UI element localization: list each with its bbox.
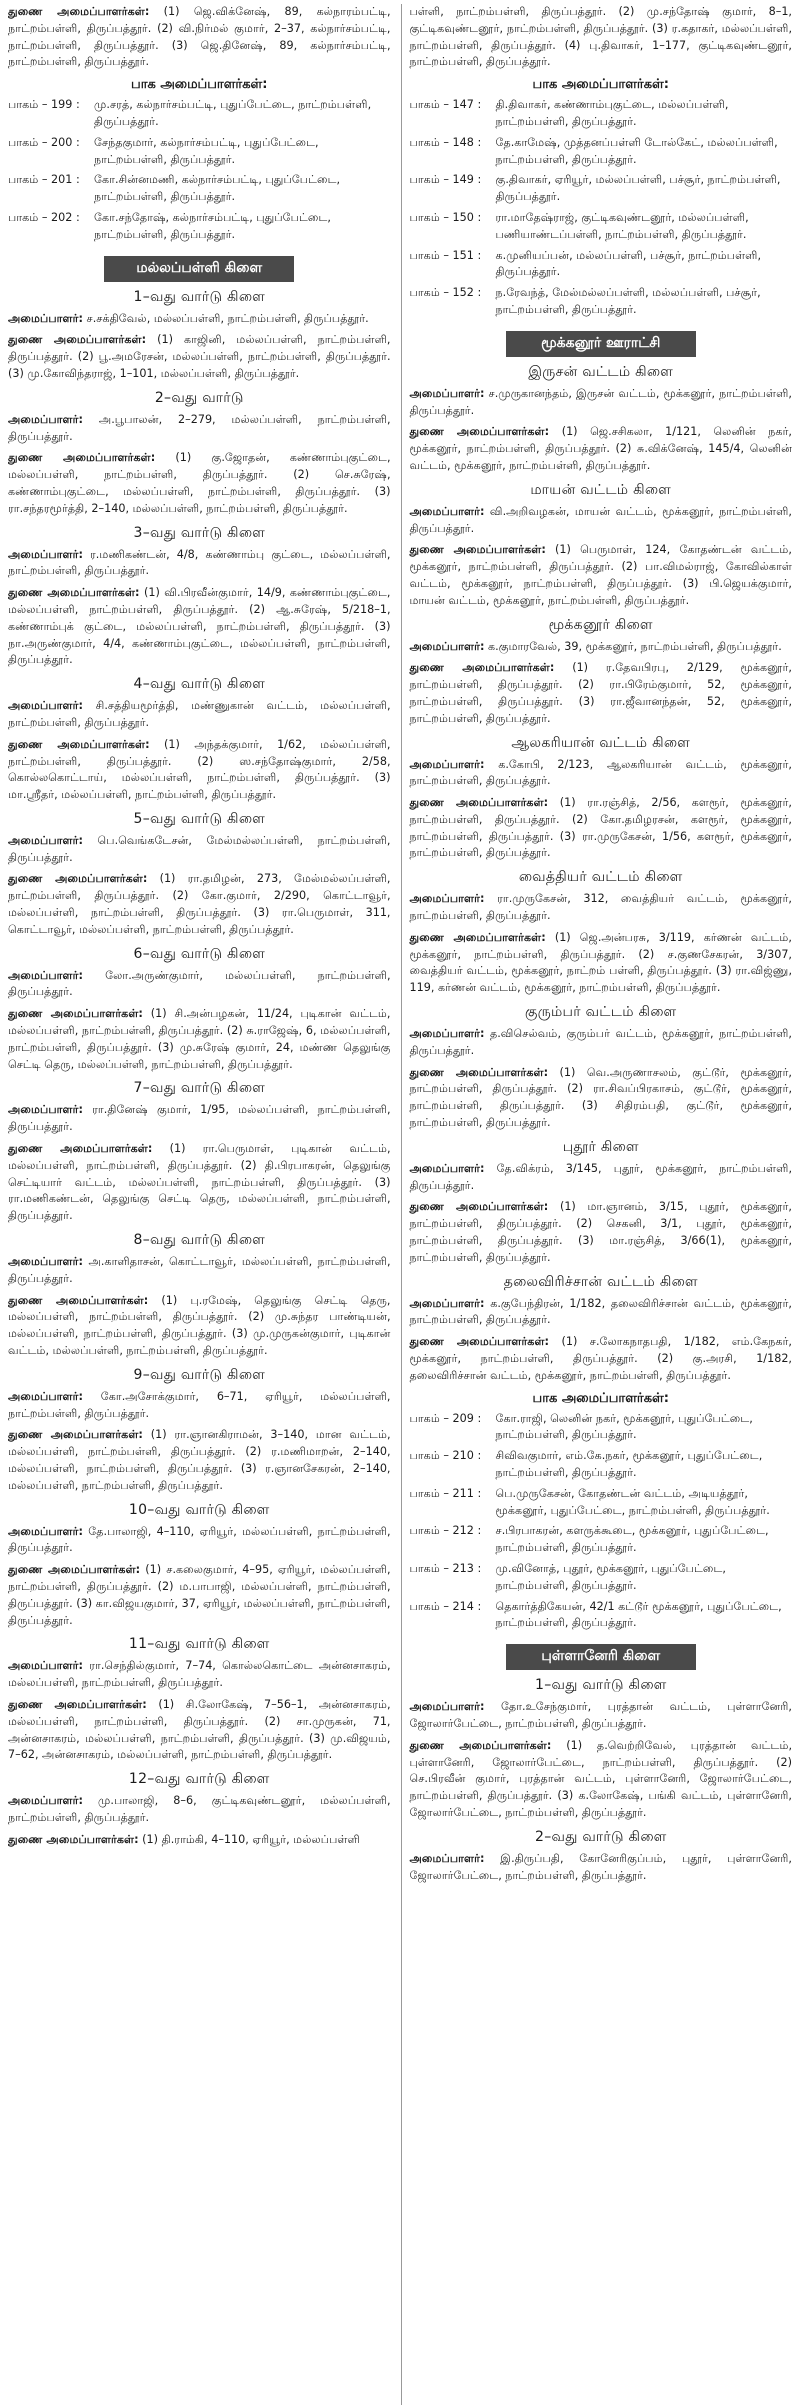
ward-title: 7–வது வார்டு கிளை [133,1080,266,1097]
deputy-text: (1) சி.லோகேஷ், 7–56–1, அன்னசாகரம், மல்லப்பள்ளி, நாட்றம்பள்ளி, திருப்பத்தூர். (2) சா.முருகன், 71, அன்னசாகரம், மல்லப்பள்ளி, நாட்றம்பள்ளி, திருப்பத்தூர். (3) மு.விஜயம், 7–62, அன்னசாகரம், மல்லப்பள்ளி, நாட்றம்பள்ளி, திருப்பத்தூர். [8,1697,391,1762]
organizer-text: ரா.தினேஷ் குமார், 1/95, மல்லப்பள்ளி, நாட்றம்பள்ளி, திருப்பத்தூர். [8,1103,391,1134]
organizer-line [8,1524,391,1558]
deputy-line [8,1697,391,1764]
part-text: தி.திவாகர், கண்ணாம்புகுட்டை, மல்லப்பள்ளி, நாட்றம்பள்ளி, திருப்பத்தூர். [495,98,729,128]
deputy-label: துணை அமைப்பாளர்கள்: [8,1563,141,1577]
deputy-text: (1) ஜெ.அன்பரசு, 3/119, கர்ணன் வட்டம், மூக்கனூர், நாட்றம்பள்ளி, திருப்பத்தூர். (2) ச.குணசேகரன், 3/307, வைத்தியர் வட்டம், மூக்கனூர், நாட்றம் பள்ளி, திருப்பத்தூர். (3) ரா.விஜ்ணு, 119, கர்ணன் வட்டம், மூக்கனூர், நாட்றம்பள்ளி, திருப்பத்தூர். [409,930,792,995]
organizer-text: ச.சக்திவேல், மல்லப்பள்ளி, நாட்றம்பள்ளி, திருப்பத்தூர். [86,311,369,325]
organizer-line [8,968,391,1002]
part-row [410,1486,793,1524]
part-number: பாகம் – 147 : [409,98,482,112]
part-number: பாகம் – 148 : [409,135,482,149]
ward-title: 2–வது வார்டு கிளை [534,1828,667,1845]
part-number: பாகம் – 209 : [409,1411,482,1425]
deputy-label: துணை அமைப்பாளர்கள்: [409,543,546,557]
section-heading-mallappalli: மல்லப்பள்ளி கிளை [104,256,294,282]
branch-title: ஆலகரியான் வட்டம் கிளை [511,734,691,751]
organizer-label: அமைப்பாளர்: [409,1296,485,1310]
deputy-text: (1) ச.லோகநாதபதி, 1/182, எம்.கேநகர், மூக்கனூர், நாட்றம்பள்ளி, திருப்பத்தூர். (2) கு.அரசி, 1/182, தலைவிரிச்சான் வட்டம், மூக்கனூர், நாட்றம்பள்ளி, திருப்பத்தூர். [409,1335,792,1382]
part-number: பாகம் – 213 : [409,1561,482,1575]
ward-title: 9–வது வார்டு கிளை [133,1366,266,1383]
part-text: ந.ரேவந்த், மேல்மல்லப்பள்ளி, மல்லப்பள்ளி, பச்சூர், நாட்றம்பள்ளி, திருப்பத்தூர். [495,286,761,316]
organizer-line [8,833,391,867]
part-number: பாகம் – 151 : [409,248,482,262]
part-text: கு.திவாகர், ஏரியூர், மல்லப்பள்ளி, பச்சூர், நாட்றம்பள்ளி, திருப்பத்தூர். [495,173,781,204]
deputy-line [410,424,793,474]
organizer-label: அமைப்பாளர்: [8,699,83,713]
deputy-text: (1) பு.ரமேஷ், தெலுங்கு செட்டி தெரு, மல்லப்பள்ளி, நாட்றம்பள்ளி, திருப்பத்தூர். (2) மு.சுந்தர பாண்டியன், மல்லப்பள்ளி, நாட்றம்பள்ளி, திருப்பத்தூர். (3) மு.முருகன்குமார், புடிகான் வட்டம், மல்லப்பள்ளி, நாட்றம்பள்ளி, திருப்பத்தூர். [8,1293,391,1358]
part-row [410,97,793,135]
part-row [410,1599,793,1637]
organizer-text: அ.பூபாலன், 2–279, மல்லப்பள்ளி, நாட்றம்பள்ளி, திருப்பத்தூர். [8,412,391,443]
part-number: பாகம் – 149 : [409,173,482,187]
organizer-label: அமைப்பாளர்: [409,639,485,653]
ward-block [410,1677,793,1822]
organizer-text: ரா.செந்தில்குமார், 7–74, கொல்லகொட்டை அன்னசாகரம், மல்லப்பள்ளி, நாட்றம்பள்ளி, திருப்பத்தூர். [8,1659,391,1690]
parts-title: பாக அமைப்பாளர்கள்: [131,77,268,93]
part-text: சிவிவகுமார், எம்.கே.நகர், மூக்கனூர், புதுப்பேட்டை, நாட்றம்பள்ளி, திருப்பத்தூர். [495,1449,763,1479]
organizer-text: ர.மணிகண்டன், 4/8, கண்ணாம்பு குட்டை, மல்லப்பள்ளி, நாட்றம்பள்ளி, திருப்பத்தூர். [8,547,391,578]
deputy-line [8,1141,391,1225]
ward-block [8,1636,391,1764]
deputy-label: துணை அமைப்பாளர்கள்: [8,1142,153,1156]
organizer-label: அமைப்பாளர்: [8,1794,83,1808]
organizer-text: ரா.முருகேசன், 312, வைத்தியர் வட்டம், மூக்கனூர், நாட்றம்பள்ளி, திருப்பத்தூர். [409,892,792,923]
organizer-line [8,311,391,328]
branch-title: புதூர் கிளை [562,1138,639,1155]
deputy-line [8,1562,391,1629]
deputy-label: துணை அமைப்பாளர்கள்: [8,586,140,600]
deputy-label: துணை அமைப்பாளர்கள்: [409,425,550,439]
part-number: பாகம் – 212 : [409,1524,482,1538]
deputy-text: (1) தி.ராம்கி, 4–110, ஏரியூர், மல்லப்பள்ளி [142,1832,360,1846]
organizer-line [410,1026,793,1060]
part-text: கோ.ராஜி, லெனின் நகர், மூக்கனூர், புதுப்பேட்டை, நாட்றம்பள்ளி, திருப்பத்தூர். [495,1411,753,1442]
organizer-line [8,698,391,732]
branch-title: இருசன் வட்டம் கிளை [528,363,674,380]
ward-title: 12–வது வார்டு கிளை [128,1771,270,1788]
deputy-text: (1) ரா.தமிழன், 273, மேல்மல்லப்பள்ளி, நாட்றம்பள்ளி, திருப்பத்தூர். (2) கோ.குமார், 2/290, கொட்டாவூர், மல்லப்பள்ளி, நாட்றம்பள்ளி, திருப்பத்தூர். (3) ரா.பெருமாள், 311, கொட்டாவூர், மல்லப்பள்ளி, நாட்றம்பள்ளி, திருப்பத்தூர். [8,872,391,936]
organizer-label: அமைப்பாளர்: [8,833,83,847]
part-text: சேந்தகுமார், கல்நார்சம்பட்டி, புதுப்பேட்டை, நாட்றம்பள்ளி, திருப்பத்தூர். [94,135,319,166]
part-number: பாகம் – 202 : [8,210,80,224]
part-row [410,1411,793,1449]
deputy-line [410,1738,793,1822]
organizer-label: அமைப்பாளர்: [8,968,83,982]
organizer-text: த.விசெல்வம், குரும்பர் வட்டம், மூக்கனூர், நாட்றம்பள்ளி, திருப்பத்தூர். [409,1027,792,1057]
section-heading-mookkanur: மூக்கனூர் ஊராட்சி [506,331,696,357]
part-row [410,210,793,248]
part-number: பாகம் – 210 : [409,1449,482,1463]
part-number: பாகம் – 150 : [409,210,482,224]
part-row [8,135,391,173]
ward-title: 4–வது வார்டு கிளை [133,676,266,693]
part-number: பாகம் – 214 : [409,1599,482,1613]
deputy-text: (1) ரா.ரஞ்சித், 2/56, களரூர், மூக்கனூர், நாட்றம்பள்ளி, திருப்பத்தூர். (2) கோ.தமிழரசன், களரூர், மூக்கனூர், நாட்றம்பள்ளி, திருப்பத்தூர். (3) ரா.முருகேசன், 1/56, களரூர், மூக்கனூர், நாட்றம்பள்ளி, திருப்பத்தூர். [409,796,792,860]
organizer-text: க.குமாரவேல், 39, மூக்கனூர், நாட்றம்பள்ளி, திருப்பத்தூர். [488,639,782,653]
part-number: பாகம் – 201 : [8,173,80,187]
deputy-label: துணை அமைப்பாளர்கள்: [409,930,546,944]
ward-block [410,1829,793,1885]
ward-block [8,1771,391,1848]
ward-block [8,525,391,670]
part-text: ச.பிரபாகரன், களருக்கூடை, மூக்கனூர், புதுப்பேட்டை, நாட்றம்பள்ளி, திருப்பத்தூர். [495,1524,769,1555]
part-text: தெகார்த்திகேயன், 42/1 கட்டூர் மூக்கனூர், புதுப்பேட்டை, நாட்றம்பள்ளி, திருப்பத்தூர். [495,1599,782,1630]
part-text: பெ.முருகேசன், கோதண்டன் வட்டம், அடியத்தூர், மூக்கனூர், புதுப்பேட்டை, நாட்றம்பள்ளி, திருப்பத்தூர். [495,1486,770,1517]
deputy-line [8,871,391,938]
intro-text: (1) ஜெ.விக்னேஷ், 89, கல்நாரம்பட்டி, நாட்றம்பள்ளி, திருப்பத்தூர். (2) வி.நிர்மல் குமார், 2–37, கல்நார்சம்பட்டி, நாட்றம்பள்ளி, திருப்பத்தூர். (3) ஜெ.தினேஷ், 89, கல்நார்சம்பட்டி, நாட்றம்பள்ளி, திருப்பத்தூர். [8,5,391,69]
part-number: பாகம் – 199 : [8,98,80,112]
deputy-text: (1) வி.பிரவீன்குமார், 14/9, கண்ணாம்புகுட்டை, மல்லப்பள்ளி, நாட்றம்பள்ளி, திருப்பத்தூர். (2) ஆ.சுரேஷ், 5/218–1, கண்ணாம்புக் குட்டை, மல்லப்பள்ளி, நாட்றம்பள்ளி, திருப்பத்தூர். (3) நா.அருண்குமார், 4/4, கண்ணாம்புகுட்டை, மல்லப்பள்ளி, நாட்றம்பள்ளி, திருப்பத்தூர். [8,586,391,667]
branch-block [410,482,793,610]
organizer-line [410,1296,793,1330]
ward-block [8,289,391,383]
part-text: க.முனியப்பன், மல்லப்பள்ளி, பச்சூர், நாட்றம்பள்ளி, திருப்பத்தூர். [495,248,762,279]
intro-label: துணை அமைப்பாளர்கள்: [8,5,150,18]
organizer-text: க.கோபி, 2/123, ஆலகரியான் வட்டம், மூக்கனூர், நாட்றம்பள்ளி, திருப்பத்தூர். [409,757,792,788]
part-row [410,135,793,173]
part-row [410,285,793,323]
deputy-text: (1) அந்தக்குமார், 1/62, மல்லப்பள்ளி, நாட்றம்பள்ளி, திருப்பத்தூர். (2) ஸ.சந்தோஷ்குமார், 2/58, கொல்லகொட்டாய், மல்லப்பள்ளி, நாட்றம்பள்ளி, திருப்பத்தூர். (3) மா.ஸ்ரீதர், மல்லப்பள்ளி, நாட்றம்பள்ளி, திருப்பத்தூர். [8,737,391,802]
branch-title: மூக்கனூர் கிளை [548,616,653,633]
deputy-text: (1) பெருமாள், 124, கோதண்டன் வட்டம், மூக்கனூர், நாட்றம்பள்ளி, திருப்பத்தூர். (2) பா.விமல்ராஜ், கோவில்காள் வட்டம், மூக்கனூர், நாட்றம்பள்ளி, திருப்பத்தூர். (3) பி.ஜெயக்குமார், மாயன் வட்டம், மூக்கனூர், நாட்றம்பள்ளி, திருப்பத்தூர். [409,543,792,607]
organizer-label: அமைப்பாளர்: [8,1103,83,1117]
organizer-text: ச.முருகானந்தம், இருசன் வட்டம், மூக்கனூர், நாட்றம்பள்ளி, திருப்பத்தூர். [409,386,792,417]
organizer-line [8,412,391,446]
part-text: மு.சரத், கல்நார்சம்பட்டி, புதுப்பேட்டை, நாட்றம்பள்ளி, திருப்பத்தூர். [94,98,372,128]
ward-block [8,1367,391,1495]
organizer-line [410,1851,793,1885]
organizer-line [410,891,793,925]
part-row [8,97,391,135]
deputy-text: (1) ர.தேவபிரபு, 2/129, மூக்கனூர், நாட்றம்பள்ளி, திருப்பத்தூர். (2) ரா.பிரேம்குமார், 52, மூக்கனூர், நாட்றம்பள்ளி, திருப்பத்தூர். (3) ரா.ஜீவானந்தன், 52, மூக்கனூர், நாட்றம்பள்ளி, திருப்பத்தூர். [409,661,792,725]
part-row [410,248,793,286]
organizer-text: தே.விக்ரம், 3/145, புதூர், மூக்கனூர், நாட்றம்பள்ளி, திருப்பத்தூர். [409,1161,792,1192]
intro-paragraph [8,4,391,71]
organizer-line [410,504,793,538]
ward-title: 1–வது வார்டு கிளை [534,1677,667,1694]
branch-block [410,1274,793,1385]
deputy-label: துணை அமைப்பாளர்கள்: [409,1200,549,1214]
ward-title: 1–வது வார்டு கிளை [133,288,266,305]
organizer-line [8,1389,391,1423]
part-row [410,1448,793,1486]
ward-title: 8–வது வார்டு கிளை [133,1232,266,1249]
organizer-line [8,547,391,581]
section-heading-pullaneri: புள்ளானேரி கிளை [506,1644,696,1670]
organizer-text: அ.காளிதாசன், கொட்டாவூர், மல்லப்பள்ளி, நாட்றம்பள்ளி, திருப்பத்தூர். [8,1255,391,1285]
deputy-text: (1) ரா.ஞானகிராமன், 3–140, மான வட்டம், மல்லப்பள்ளி, நாட்றம்பள்ளி, திருப்பத்தூர். (2) ர.மணிமாறன், 2–140, மல்லப்பள்ளி, நாட்றம்பள்ளி, திருப்பத்தூர். (3) ர.ஞானசேகரன், 2–140, மல்லப்பள்ளி, நாட்றம்பள்ளி, திருப்பத்தூர். [8,1428,391,1492]
ward-block [8,676,391,804]
organizer-text: க.குபேந்திரன், 1/182, தலைவிரிச்சான் வட்டம், மூக்கனூர், நாட்றம்பள்ளி, திருப்பத்தூர். [409,1296,792,1327]
branch-title: தலைவிரிச்சான் வட்டம் கிளை [503,1273,698,1290]
deputy-label: துணை அமைப்பாளர்கள்: [8,1007,143,1021]
organizer-text: தோ.உசேந்குமார், புரத்தான் வட்டம், புள்ளானேரி, ஜோலார்பேட்டை, நாட்றம்பள்ளி, திருப்பத்தூர். [409,1700,792,1730]
deputy-text: (1) ச.கலைகுமார், 4–95, ஏரியூர், மல்லப்பள்ளி, நாட்றம்பள்ளி, திருப்பத்தூர். (2) ம.பாபாஜி, மல்லப்பள்ளி, நாட்றம்பள்ளி, திருப்பத்தூர். (3) கா.விஜயகுமார், 37, ஏரியூர், மல்லப்பள்ளி, நாட்றம்பள்ளி, திருப்பத்தூர். [8,1563,391,1627]
deputy-line [8,450,391,517]
parts-table [410,97,793,323]
organizer-label: அமைப்பாளர்: [409,1027,485,1041]
part-number: பாகம் – 152 : [409,286,482,300]
branch-block [410,1004,793,1132]
deputy-label: துணை அமைப்பாளர்கள்: [8,1697,147,1711]
ward-title: 3–வது வார்டு கிளை [133,524,266,541]
deputy-label: துணை அமைப்பாளர்கள்: [409,1335,550,1349]
deputy-line [8,1832,391,1849]
ward-block [8,390,391,518]
organizer-label: அமைப்பாளர்: [8,1524,83,1538]
deputy-text: (1) கு.ஜோதன், கண்ணாம்புகுட்டை, மல்லப்பள்ளி, நாட்றம்பள்ளி, திருப்பத்தூர். (2) செ.சுரேஷ், கண்ணாம்புகுட்டை, மல்லப்பள்ளி, நாட்றம்பள்ளி, திருப்பத்தூர். (3) ரா.சந்தரமூர்த்தி, 2–140, மல்லப்பள்ளி, நாட்றம்பள்ளி, திருப்பத்தூர். [8,451,391,515]
organizer-text: வி.அறிவழகன், மாயன் வட்டம், மூக்கனூர், நாட்றம்பள்ளி, திருப்பத்தூர். [409,504,792,535]
organizer-label: அமைப்பாளர்: [8,1389,83,1403]
deputy-text: (1) மா.ஞானம், 3/15, புதூர், மூக்கனூர், நாட்றம்பள்ளி, திருப்பத்தூர். (2) செகனி, 3/1, புதூர், மூக்கனூர், நாட்றம்பள்ளி, திருப்பத்தூர். (3) மா.ரஞ்சித், 3/66(1), மூக்கனூர், நாட்றம்பள்ளி, திருப்பத்தூர். [409,1200,792,1264]
part-row [410,1523,793,1561]
organizer-line [410,386,793,420]
ward-title: 6–வது வார்டு கிளை [133,945,266,962]
deputy-label: துணை அமைப்பாளர்கள்: [409,661,555,675]
deputy-text: (1) காஜினி, மல்லப்பள்ளி, நாட்றம்பள்ளி, திருப்பத்தூர். (2) பூ.அமரேசன், மல்லப்பள்ளி, நாட்றம்பள்ளி, திருப்பத்தூர். (3) மு.கோவிந்தராஜ், 1–101, மல்லப்பள்ளி, திருப்பத்தூர். [8,333,391,380]
deputy-line [410,795,793,862]
organizer-text: தே.பாலாஜி, 4–110, ஏரியூர், மல்லப்பள்ளி, நாட்றம்பள்ளி, திருப்பத்தூர். [8,1524,391,1555]
organizer-text: மு.பாலாஜி, 8–6, குட்டிகவுண்டனூர், மல்லப்பள்ளி, நாட்றம்பள்ளி, திருப்பத்தூர். [8,1794,391,1824]
organizer-label: அமைப்பாளர்: [409,892,485,906]
deputy-line [8,1006,391,1073]
part-number: பாகம் – 200 : [8,135,80,149]
organizer-text: இ.திருப்பதி, கோனேரிகுப்பம், புதூர், புள்ளானேரி, ஜோலார்பேட்டை, நாட்றம்பள்ளி, திருப்பத்தூர். [409,1851,792,1882]
organizer-label: அமைப்பாளர்: [409,757,485,771]
branch-title: வைத்தியர் வட்டம் கிளை [518,869,683,886]
ward-block [8,1502,391,1630]
organizer-line [410,757,793,791]
part-row [8,210,391,248]
part-text: தே.காமேஷ், முத்தனப்பள்ளி டோல்கேட், மல்லப்பள்ளி, நாட்றம்பள்ளி, திருப்பத்தூர். [495,135,778,166]
branch-block [410,1139,793,1267]
part-number: பாகம் – 211 : [409,1486,482,1500]
deputy-label: துணை அமைப்பாளர்கள்: [409,796,549,810]
organizer-label: அமைப்பாளர்: [409,386,485,400]
organizer-label: அமைப்பாளர்: [8,311,83,325]
parts-title: பாக அமைப்பாளர்கள்: [532,1390,669,1406]
deputy-line [410,1065,793,1132]
organizer-text: சி.சத்தியமூர்த்தி, மண்ணுகான் வட்டம், மல்லப்பள்ளி, நாட்றம்பள்ளி, திருப்பத்தூர். [8,699,391,729]
deputy-line [8,737,391,804]
deputy-text: (1) ரா.பெருமாள், புடிகான் வட்டம், மல்லப்பள்ளி, நாட்றம்பள்ளி, திருப்பத்தூர். (2) தி.பிரபாகரன், தெலுங்கு செட்டியார் வட்டம், மல்லப்பள்ளி, நாட்றம்பள்ளி, திருப்பத்தூர். (3) ரா.மணிகண்டன், தெலுங்கு செட்டி தெரு, மல்லப்பள்ளி, நாட்றம்பள்ளி, திருப்பத்தூர். [8,1142,391,1223]
ward-title: 2–வது வார்டு [154,389,244,406]
branch-block [410,364,793,475]
deputy-label: துணை அமைப்பாளர்கள்: [8,1832,139,1846]
organizer-text: லோ.அருண்குமார், மல்லப்பள்ளி, நாட்றம்பள்ளி, திருப்பத்தூர். [8,968,391,999]
part-row [410,1561,793,1599]
branch-block [410,869,793,997]
organizer-label: அமைப்பாளர்: [409,1700,485,1714]
deputy-line [8,1427,391,1494]
part-text: கோ.சந்தோஷ், கல்நார்சம்பட்டி, புதுப்பேட்டை, நாட்றம்பள்ளி, திருப்பத்தூர். [94,210,331,241]
organizer-text: பெ.வெங்கடேசன், மேல்மல்லப்பள்ளி, நாட்றம்பள்ளி, திருப்பத்தூர். [8,833,391,864]
deputy-label: துணை அமைப்பாளர்கள்: [409,1065,549,1079]
deputy-label: துணை அமைப்பாளர்கள்: [8,333,147,347]
deputy-label: துணை அமைப்பாளர்கள்: [409,1738,552,1752]
branch-block [410,617,793,728]
part-text: ரா.மாதேஷ்ராஜ், குட்டிகவுண்டனூர், மல்லப்பள்ளி, பணியாண்டப்பள்ளி, நாட்றம்பள்ளி, திருப்பத்தூர். [495,210,749,241]
part-text: கோ.சின்னமணி, கல்நார்சம்பட்டி, புதுப்பேட்டை, நாட்றம்பள்ளி, திருப்பத்தூர். [94,173,341,204]
deputy-label: துணை அமைப்பாளர்கள்: [8,737,150,751]
continued-paragraph: பள்ளி, நாட்றம்பள்ளி, திருப்பத்தூர். (2) மு.சந்தோஷ் குமார், 8–1, குட்டிகவுண்டனூர், நாட்றம்பள்ளி, திருப்பத்தூர். (3) ர.கதாகர், மல்லப்பள்ளி, நாட்றம்பள்ளி, திருப்பத்தூர். (4) பு.திவாகர், 1–177, குட்டிகவுண்டனூர், நாட்றம்பள்ளி, திருப்பத்தூர். [409,5,792,69]
deputy-line [410,542,793,609]
branch-block [410,735,793,863]
organizer-label: அமைப்பாளர்: [409,1851,485,1865]
parts-title: பாக அமைப்பாளர்கள்: [532,77,669,93]
deputy-label: துணை அமைப்பாளர்கள்: [8,1428,143,1442]
right-column [401,4,793,2405]
ward-block [8,1080,391,1225]
deputy-label: துணை அமைப்பாளர்கள்: [8,451,156,465]
organizer-line [410,639,793,656]
deputy-line [410,930,793,997]
organizer-label: அமைப்பாளர்: [8,1659,83,1673]
organizer-line [410,1161,793,1195]
organizer-line [8,1793,391,1827]
organizer-label: அமைப்பாளர்: [8,547,83,561]
deputy-line [410,1334,793,1384]
ward-block [8,811,391,939]
deputy-line [8,585,391,669]
organizer-label: அமைப்பாளர்: [409,504,485,518]
ward-block [8,946,391,1074]
ward-title: 10–வது வார்டு கிளை [128,1501,270,1518]
organizer-label: அமைப்பாளர்: [409,1161,485,1175]
deputy-line [410,1199,793,1266]
organizer-line [410,1699,793,1733]
ward-block [8,1232,391,1360]
deputy-text: (1) வெ.அருணாசலம், குட்டூர், மூக்கனூர், நாட்றம்பள்ளி, திருப்பத்தூர். (2) ரா.சிவப்பிரகாசம், குட்டூர், மூக்கனூர், நாட்றம்பள்ளி, திருப்பத்தூர். (3) சிதிரம்பதி, குட்டூர், மூக்கனூர், நாட்றம்பள்ளி, திருப்பத்தூர். [409,1065,792,1130]
ward-title: 5–வது வார்டு கிளை [133,810,266,827]
deputy-text: (1) சி.அன்பழகன், 11/24, புடிகான் வட்டம், மல்லப்பள்ளி, நாட்றம்பள்ளி, திருப்பத்தூர். (2) சு.ராஜேஷ், 6, மல்லப்பள்ளி, நாட்றம்பள்ளி, திருப்பத்தூர். (3) மு.சுரேஷ் குமார், 24, மண்ண தெலுங்கு செட்டி தெரு, மல்லப்பள்ளி, நாட்றம்பள்ளி, திருப்பத்தூர். [8,1007,391,1071]
parts-table [8,97,391,247]
part-row [410,172,793,210]
deputy-line [8,332,391,382]
deputy-line [410,660,793,727]
organizer-line [8,1658,391,1692]
deputy-text: (1) ஜெ.சசிகலா, 1/121, லெனின் நகர், மூக்கனூர், நாட்றம்பள்ளி, திருப்பத்தூர். (2) சு.விக்னேஷ், 145/4, லெனின் வட்டம், மூக்கனூர், நாட்றம்பள்ளி, திருப்பத்தூர். [409,425,792,472]
branch-title: குரும்பர் வட்டம் கிளை [525,1004,677,1021]
organizer-line [8,1102,391,1136]
parts-table [410,1411,793,1637]
organizer-label: அமைப்பாளர்: [8,1255,83,1269]
deputy-text: (1) த.வெற்றிவேல், புரத்தான் வட்டம், புள்ளானேரி, ஜோலார்பேட்டை, நாட்றம்பள்ளி, திருப்பத்தூர். (2) செ.பிரவீன் குமார், புரத்தான் வட்டம், புள்ளானேரி, ஜோலார்பேட்டை, நாட்றம்பள்ளி, திருப்பத்தூர். (3) க.லோகேஷ், பங்கி வட்டம், புள்ளானேரி, ஜோலார்பேட்டை, நாட்றம்பள்ளி, திருப்பத்தூர். [409,1738,792,1819]
deputy-label: துணை அமைப்பாளர்கள்: [8,872,148,886]
organizer-line [8,1254,391,1288]
ward-title: 11–வது வார்டு கிளை [128,1636,270,1653]
organizer-label: அமைப்பாளர்: [8,412,83,426]
deputy-label: துணை அமைப்பாளர்கள்: [8,1293,149,1307]
branch-title: மாயன் வட்டம் கிளை [530,481,672,498]
left-column [8,4,391,2405]
deputy-line [8,1293,391,1360]
organizer-text: கோ.அசோக்குமார், 6–71, ஏரியூர், மல்லப்பள்ளி, நாட்றம்பள்ளி, திருப்பத்தூர். [8,1389,391,1420]
part-row [8,172,391,210]
part-text: மு.வினோத், புதூர், மூக்கனூர், புதுப்பேட்டை, நாட்றம்பள்ளி, திருப்பத்தூர். [495,1561,726,1592]
